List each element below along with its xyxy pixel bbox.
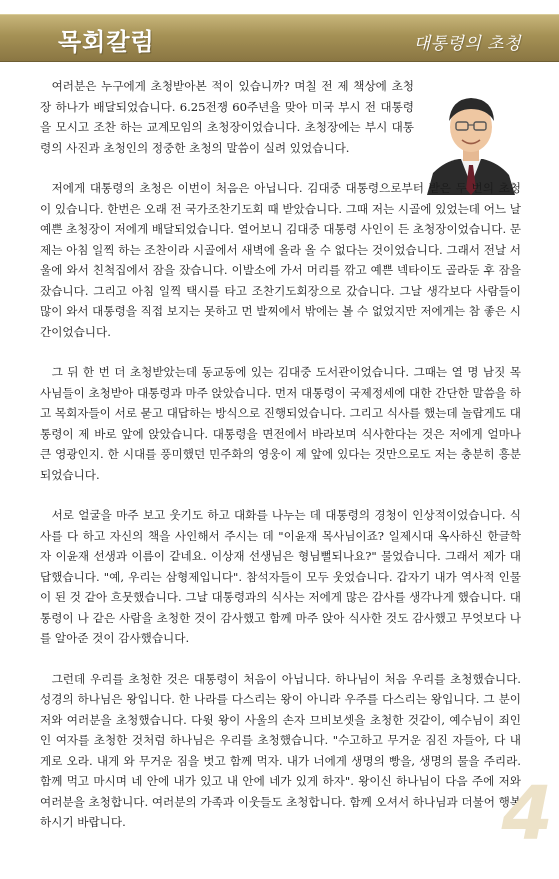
column-title: 목회칼럼 [58,28,155,56]
page-number: 4 [501,771,553,857]
column-body [40,76,521,853]
paragraph-2: 저에게 대통령의 초청은 이번이 처음은 아닙니다. 김대중 대통령으로부터 받은 두 번의 초청이 있습니다. 한번은 오래 전 국가조찬기도회 때 받았습니다. 그때 저는 시골에 있었는데 어느 날 예쁜 초청장이 저에게 배달되었습니다. 열어보니 김대중 대통령 사인이 든 초청장이었습니다. 문제는 아침 일찍 하는 조찬이라 시골에서 새벽에 올라 올 수 없다는 것이었습니다. 그래서 전날 서울에 와서 친척집에서 잠을 잤습니다. 이발소에 가서 머리를 깎고 예쁜 넥타이도 골라둔 후 잠을 잤습니다. 그리고 아침 일찍 택시를 타고 조찬기도회장으로 갔습니다. 그날 생각보다 사람들이 많이 와서 대통령을 직접 보지는 못하고 먼 발찌에서 밖에는 볼 수 없었지만 저에게는 참 좋은 시간이었습니다. [40,181,522,339]
paragraph-3: 그 뒤 한 번 더 초청받았는데 동교동에 있는 김대중 도서관이었습니다. 그때는 열 명 남짓 목사님들이 초청받아 대통령과 마주 앉았습니다. 먼저 대통령이 국제정세에 대한 간단한 말씀을 하고 목회자들이 서로 묻고 대답하는 방식으로 진행되었습니다. 그리고 식사를 했는데 놀랍게도 대통령이 제 바로 앞에 앉았습니다. 대통령을 면전에서 바라보며 식사한다는 것은 저에게 얼마나 큰 영광인지. 한 시대를 풍미했던 민주화의 영웅이 제 앞에 있다는 것만으로도 저는 충분히 흥분되었습니다. [40,365,522,482]
paragraph-5: 그런데 우리를 초청한 것은 대통령이 처음이 아닙니다. 하나님이 처음 우리를 초청했습니다. 성경의 하나님은 왕입니다. 한 나라를 다스리는 왕이 아니라 우주를 다스리는 왕입니다. 그 분이 저와 여러분을 초청했습니다. 다윗 왕이 사울의 손자 므비보셋을 초청한 것같이, 예수님이 죄인인 여자를 초청한 것처럼 하나님은 우리를 초청했습니다. "수고하고 무거운 짐진 자들아, 다 내게로 오라. 내게 와 무거운 짐을 벗고 함께 먹자. 내가 너에게 생명의 빵을, 생명의 물을 주리라. 함께 먹고 마시며 네 안에 내가 있고 내 안에 네가 있게 하자". 왕이신 하나님이 다음 주에 저와 여러분을 초청합니다. 여러분의 가족과 이웃들도 초청합니다. 함께 오셔서 하나님과 더불어 행복하시기 바랍니다. [40,671,522,829]
paragraph-4: 서로 얼굴을 마주 보고 웃기도 하고 대화를 나누는 데 대통령의 경청이 인상적이었습니다. 식사를 다 하고 자신의 책을 사인해서 주시는 데 "이윤재 목사님이죠? 일제시대 옥사하신 한글학자 이윤재 선생과 이름이 같네요. 이상재 선생님은 형님뻘되나요?" 물었습니다. 그래서 제가 대답했습니다. "예, 우리는 삼형제입니다". 참석자들이 모두 웃었습니다. 갑자기 내가 역사적 인물이 된 것 같아 흐뭇했습니다. 그날 대통령과의 식사는 저에게 많은 감사를 생각나게 했습니다. 대통령이 나 같은 사람을 초청한 것이 감사했고 함께 마주 앉아 식사한 것도 감사했고 무엇보다 나를 알아준 것이 감사했습니다. [40,508,521,645]
article-title: 대통령의 초청 [413,34,521,54]
column-header [0,0,559,68]
paragraph-1: 여러분은 누구에게 초청받아본 적이 있습니까? 며칠 전 제 책상에 초청장 하나가 배달되었습니다. 6.25전쟁 60주년을 맞아 미국 부시 전 대통령을 모시고 조찬 하는 교계모임의 초청장이었습니다. 초청장에는 부시 대통령의 사진과 초청인의 정중한 초청의 말씀이 실려 있었습니다. [40,79,414,155]
